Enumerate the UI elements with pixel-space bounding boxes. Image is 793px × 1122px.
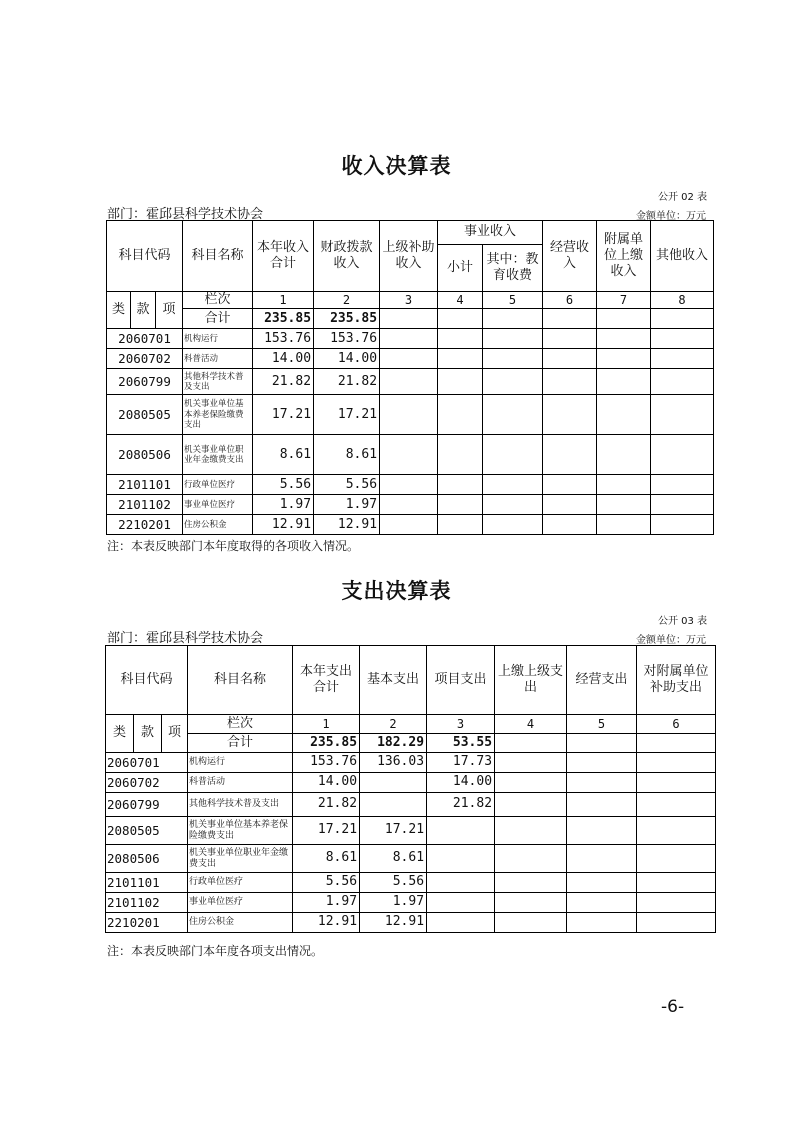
- table-row: [107, 495, 714, 515]
- empty-cell: [567, 873, 637, 893]
- expense-sum-basic: 182.29: [360, 734, 427, 753]
- empty-cell: [651, 475, 714, 495]
- expense-title: 支出决算表: [341, 579, 452, 603]
- row-basic: 17.21: [360, 817, 427, 845]
- page-number: -6-: [661, 997, 685, 1017]
- expense-note: 注：本表反映部门本年度各项支出情况。: [107, 944, 324, 958]
- row-code: 2060702: [107, 349, 183, 369]
- row-code: 2210201: [107, 515, 183, 535]
- empty-cell: [483, 395, 543, 435]
- row-basic: 1.97: [360, 893, 427, 913]
- row-total: 5.56: [253, 475, 314, 495]
- empty-cell: [380, 515, 438, 535]
- empty-cell: [438, 495, 483, 515]
- row-name: 住房公积金: [188, 913, 293, 933]
- income-col-number: 5: [483, 292, 543, 309]
- expense-col-number: 1: [293, 715, 360, 734]
- expense-col-number: 5: [567, 715, 637, 734]
- empty-cell: [597, 349, 651, 369]
- income-header-kuan: 款: [131, 292, 156, 329]
- income-header-fiscal: 财政拨款收入: [314, 221, 380, 292]
- expense-table-number: 公开 03 表: [658, 616, 708, 627]
- table-row: [106, 913, 716, 933]
- empty-cell: [495, 845, 567, 873]
- income-col-number: 2: [314, 292, 380, 309]
- row-total: 153.76: [293, 753, 360, 773]
- expense-sum-total: 235.85: [293, 734, 360, 753]
- row-fiscal: 153.76: [314, 329, 380, 349]
- empty-cell: [483, 475, 543, 495]
- empty-cell: [637, 817, 716, 845]
- empty-cell: [543, 329, 597, 349]
- expense-header-xiang: 项: [162, 715, 188, 753]
- table-row: [107, 369, 714, 395]
- row-total: 14.00: [293, 773, 360, 793]
- income-note: 注：本表反映部门本年度取得的各项收入情况。: [107, 539, 360, 553]
- row-fiscal: 1.97: [314, 495, 380, 515]
- expense-sum-label: 合计: [188, 734, 293, 753]
- income-col-number: 6: [543, 292, 597, 309]
- row-fiscal: 8.61: [314, 435, 380, 475]
- expense-header-lei: 类: [106, 715, 134, 753]
- empty-cell: [380, 349, 438, 369]
- empty-cell: [543, 349, 597, 369]
- expense-header-affiliated: 对附属单位补助支出: [637, 646, 716, 715]
- income-header-education: 其中：教育收费: [483, 245, 543, 292]
- row-name: 行政单位医疗: [188, 873, 293, 893]
- table-row: [106, 845, 716, 873]
- income-header-total: 本年收入合计: [253, 221, 314, 292]
- row-name: 住房公积金: [183, 515, 253, 535]
- expense-col-label: 栏次: [188, 715, 293, 734]
- empty-cell: [597, 495, 651, 515]
- empty-cell: [483, 495, 543, 515]
- income-header-upper: 上级补助收入: [380, 221, 438, 292]
- row-code: 2101101: [107, 475, 183, 495]
- row-project: [427, 893, 495, 913]
- row-code: 2060702: [106, 773, 188, 793]
- income-sum-label: 合计: [183, 309, 253, 329]
- empty-cell: [637, 773, 716, 793]
- income-col-number: 3: [380, 292, 438, 309]
- expense-header-total: 本年支出合计: [293, 646, 360, 715]
- expense-col-number: 4: [495, 715, 567, 734]
- empty-cell: [495, 753, 567, 773]
- empty-cell: [380, 395, 438, 435]
- empty-cell: [651, 329, 714, 349]
- empty-cell: [483, 515, 543, 535]
- row-code: 2210201: [106, 913, 188, 933]
- table-row: [107, 475, 714, 495]
- row-fiscal: 17.21: [314, 395, 380, 435]
- row-code: 2080506: [106, 845, 188, 873]
- empty-cell: [495, 793, 567, 817]
- row-name: 机关事业单位职业年金缴费支出: [183, 435, 253, 475]
- table-row: [107, 349, 714, 369]
- empty-cell: [495, 913, 567, 933]
- table-row: [106, 753, 716, 773]
- expense-header-operating: 经营支出: [567, 646, 637, 715]
- empty-cell: [438, 475, 483, 495]
- expense-unit: 金额单位：万元: [636, 635, 706, 646]
- empty-cell: [438, 435, 483, 475]
- row-name: 其他科学技术普及支出: [183, 369, 253, 395]
- row-total: 14.00: [253, 349, 314, 369]
- empty-cell: [380, 475, 438, 495]
- expense-header-project: 项目支出: [427, 646, 495, 715]
- empty-cell: [543, 475, 597, 495]
- empty-cell: [651, 515, 714, 535]
- income-title: 收入决算表: [341, 154, 452, 178]
- income-header-name: 科目名称: [183, 221, 253, 292]
- empty-cell: [483, 329, 543, 349]
- empty-cell: [597, 395, 651, 435]
- row-project: 14.00: [427, 773, 495, 793]
- table-row: [107, 395, 714, 435]
- empty-cell: [637, 893, 716, 913]
- row-name: 机关事业单位基本养老保险缴费支出: [183, 395, 253, 435]
- row-name: 机构运行: [188, 753, 293, 773]
- empty-cell: [567, 793, 637, 817]
- row-project: [427, 873, 495, 893]
- empty-cell: [637, 753, 716, 773]
- row-code: 2080506: [107, 435, 183, 475]
- empty-cell: [543, 495, 597, 515]
- empty-cell: [438, 395, 483, 435]
- empty-cell: [651, 495, 714, 515]
- row-total: 5.56: [293, 873, 360, 893]
- expense-header-kuan: 款: [134, 715, 162, 753]
- expense-col-number: 3: [427, 715, 495, 734]
- income-header-business: 事业收入: [438, 221, 543, 245]
- row-project: [427, 845, 495, 873]
- empty-cell: [651, 435, 714, 475]
- empty-cell: [495, 817, 567, 845]
- row-total: 21.82: [293, 793, 360, 817]
- row-code: 2060799: [106, 793, 188, 817]
- empty-cell: [483, 435, 543, 475]
- row-basic: 8.61: [360, 845, 427, 873]
- table-row: [106, 893, 716, 913]
- empty-cell: [495, 773, 567, 793]
- expense-header-code: 科目代码: [106, 646, 188, 715]
- row-name: 事业单位医疗: [188, 893, 293, 913]
- empty-cell: [543, 395, 597, 435]
- empty-cell: [597, 475, 651, 495]
- empty-cell: [483, 369, 543, 395]
- empty-cell: [380, 495, 438, 515]
- row-basic: 12.91: [360, 913, 427, 933]
- row-basic: [360, 773, 427, 793]
- expense-col-number: 6: [637, 715, 716, 734]
- empty-cell: [651, 395, 714, 435]
- expense-table: [105, 645, 716, 933]
- expense-header-upper: 上缴上级支出: [495, 646, 567, 715]
- income-header-subtotal: 小计: [438, 245, 483, 292]
- table-row: [107, 435, 714, 475]
- row-name: 科普活动: [183, 349, 253, 369]
- income-header-xiang: 项: [156, 292, 183, 329]
- expense-department: 部门：霍邱县科学技术协会: [107, 631, 264, 646]
- income-unit: 金额单位：万元: [636, 211, 706, 222]
- expense-sum-project: 53.55: [427, 734, 495, 753]
- income-department: 部门：霍邱县科学技术协会: [107, 207, 264, 222]
- empty-cell: [567, 913, 637, 933]
- empty-cell: [597, 369, 651, 395]
- row-code: 2080505: [106, 817, 188, 845]
- empty-cell: [567, 845, 637, 873]
- row-total: 12.91: [293, 913, 360, 933]
- empty-cell: [597, 515, 651, 535]
- empty-cell: [495, 873, 567, 893]
- income-header-other: 其他收入: [651, 221, 714, 292]
- empty-cell: [651, 349, 714, 369]
- income-col-number: 4: [438, 292, 483, 309]
- row-basic: 136.03: [360, 753, 427, 773]
- row-total: 17.21: [293, 817, 360, 845]
- expense-header-name: 科目名称: [188, 646, 293, 715]
- empty-cell: [543, 515, 597, 535]
- row-code: 2101102: [106, 893, 188, 913]
- empty-cell: [567, 773, 637, 793]
- income-header-code: 科目代码: [107, 221, 183, 292]
- empty-cell: [567, 753, 637, 773]
- row-code: 2060701: [107, 329, 183, 349]
- empty-cell: [597, 329, 651, 349]
- table-row: [106, 817, 716, 845]
- row-name: 科普活动: [188, 773, 293, 793]
- expense-header-basic: 基本支出: [360, 646, 427, 715]
- empty-cell: [438, 349, 483, 369]
- row-total: 8.61: [293, 845, 360, 873]
- row-project: [427, 817, 495, 845]
- row-name: 机关事业单位基本养老保险缴费支出: [188, 817, 293, 845]
- empty-cell: [380, 369, 438, 395]
- empty-cell: [543, 435, 597, 475]
- row-name: 其他科学技术普及支出: [188, 793, 293, 817]
- empty-cell: [637, 873, 716, 893]
- row-total: 1.97: [253, 495, 314, 515]
- empty-cell: [567, 817, 637, 845]
- empty-cell: [637, 793, 716, 817]
- row-fiscal: 5.56: [314, 475, 380, 495]
- empty-cell: [380, 329, 438, 349]
- income-header-operating: 经营收入: [543, 221, 597, 292]
- row-name: 机关事业单位职业年金缴费支出: [188, 845, 293, 873]
- empty-cell: [438, 369, 483, 395]
- table-row: [106, 773, 716, 793]
- empty-cell: [438, 515, 483, 535]
- row-code: 2101101: [106, 873, 188, 893]
- row-code: 2060701: [106, 753, 188, 773]
- row-total: 1.97: [293, 893, 360, 913]
- row-basic: 5.56: [360, 873, 427, 893]
- income-header-affiliated: 附属单位上缴收入: [597, 221, 651, 292]
- row-project: [427, 913, 495, 933]
- income-col-label: 栏次: [183, 292, 253, 309]
- row-total: 17.21: [253, 395, 314, 435]
- income-sum-total: 235.85: [253, 309, 314, 329]
- empty-cell: [495, 893, 567, 913]
- empty-cell: [597, 435, 651, 475]
- empty-cell: [483, 349, 543, 369]
- row-total: 153.76: [253, 329, 314, 349]
- empty-cell: [637, 913, 716, 933]
- row-code: 2080505: [107, 395, 183, 435]
- row-code: 2101102: [107, 495, 183, 515]
- table-row: [107, 515, 714, 535]
- row-fiscal: 21.82: [314, 369, 380, 395]
- row-code: 2060799: [107, 369, 183, 395]
- row-total: 12.91: [253, 515, 314, 535]
- income-col-number: 1: [253, 292, 314, 309]
- row-name: 行政单位医疗: [183, 475, 253, 495]
- table-row: [107, 329, 714, 349]
- table-row: [106, 793, 716, 817]
- row-total: 21.82: [253, 369, 314, 395]
- row-basic: [360, 793, 427, 817]
- empty-cell: [438, 329, 483, 349]
- empty-cell: [543, 369, 597, 395]
- row-project: 17.73: [427, 753, 495, 773]
- row-fiscal: 12.91: [314, 515, 380, 535]
- income-header-lei: 类: [107, 292, 131, 329]
- empty-cell: [380, 435, 438, 475]
- income-col-number: 8: [651, 292, 714, 309]
- empty-cell: [651, 369, 714, 395]
- income-table-number: 公开 02 表: [658, 192, 708, 203]
- income-col-number: 7: [597, 292, 651, 309]
- row-total: 8.61: [253, 435, 314, 475]
- row-project: 21.82: [427, 793, 495, 817]
- income-sum-fiscal: 235.85: [314, 309, 380, 329]
- row-fiscal: 14.00: [314, 349, 380, 369]
- expense-col-number: 2: [360, 715, 427, 734]
- empty-cell: [637, 845, 716, 873]
- table-row: [106, 873, 716, 893]
- empty-cell: [567, 893, 637, 913]
- row-name: 事业单位医疗: [183, 495, 253, 515]
- row-name: 机构运行: [183, 329, 253, 349]
- income-table: [106, 220, 714, 535]
